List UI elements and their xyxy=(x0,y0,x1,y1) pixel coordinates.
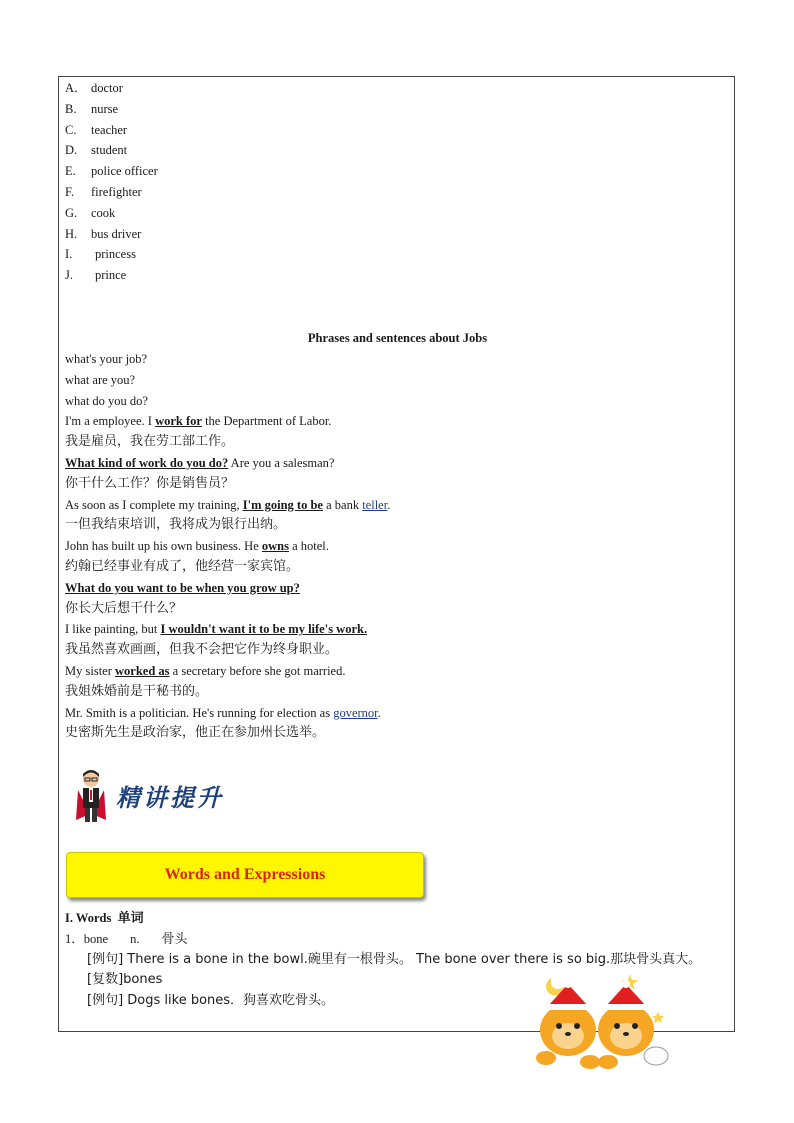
example-line: [例句] There is a bone in the bowl.碗里有一根骨头。 The bone over there is so big.那块骨头真大。 xyxy=(87,951,702,967)
section-heading: Phrases and sentences about Jobs xyxy=(307,330,488,345)
option-item: D. student xyxy=(65,143,128,158)
phrase-line: Mr. Smith is a politician. He's running for election as governor. xyxy=(65,705,381,720)
key-phrase: I'm going to be xyxy=(242,497,323,512)
key-phrase: worked as xyxy=(115,663,170,678)
word-entry: 1．bone n. 骨头 xyxy=(65,931,188,947)
translation-line: 你长大后想干什么？ xyxy=(65,600,183,616)
plural-line: [复数]bones xyxy=(87,972,163,988)
option-item: C. teacher xyxy=(65,122,128,137)
option-list xyxy=(65,78,730,286)
option-item: I. princess xyxy=(65,247,136,262)
phrase-line: My sister worked as a secretary before she got married. xyxy=(65,663,346,678)
phrase-line xyxy=(65,578,730,599)
key-phrase: owns xyxy=(261,539,289,554)
example-line: [例句] Dogs like bones．狗喜欢吃骨头。 xyxy=(87,993,335,1009)
promo-header xyxy=(74,768,244,826)
phrase-line: I like painting, but I wouldn't want it to be my life's work. xyxy=(65,622,368,637)
translation-line: 一但我结束培训，我将成为银行出纳。 xyxy=(65,517,287,533)
translation-line: 约翰已经事业有成了，他经营一家宾馆。 xyxy=(65,558,300,574)
main-content xyxy=(65,78,730,744)
phrase-line: John has built up his own business. He owns a hotel. xyxy=(65,539,329,554)
phrase-list xyxy=(65,349,730,744)
translation-line: 我姐姝婚前是干秘书的。 xyxy=(65,683,209,699)
vocab-link-governor[interactable]: governor xyxy=(333,705,378,720)
key-phrase: What do you want to be when you grow up? xyxy=(65,580,300,595)
banner-title: Words and Expressions xyxy=(164,866,326,883)
option-item: A． doctor xyxy=(65,81,123,95)
option-item: E. police officer xyxy=(65,164,158,179)
option-item: H. bus driver xyxy=(65,226,142,241)
bear-mascot-icon xyxy=(534,966,674,1072)
translation-line: 我是雇员，我在劳工部工作。 xyxy=(65,434,235,450)
option-item: J. prince xyxy=(65,268,127,283)
words-heading: I. Words 单词 xyxy=(65,911,144,926)
phrase-line: what's your job? xyxy=(65,351,148,366)
teacher-figure-icon xyxy=(74,768,108,824)
key-phrase: work for xyxy=(155,414,202,429)
vocab-link-teller[interactable]: teller xyxy=(362,497,388,512)
phrase-line: what do you do? xyxy=(65,393,148,408)
key-phrase: I wouldn't want it to be my life's work. xyxy=(160,622,368,637)
key-phrase: What kind of work do you do? xyxy=(65,455,229,470)
option-item: F. firefighter xyxy=(65,184,142,199)
option-item: G. cook xyxy=(65,205,116,220)
phrase-line: what are you? xyxy=(65,372,136,387)
translation-line: 你干什么工作？你是销售员？ xyxy=(65,475,235,491)
translation-line: 史密斯先生是政治家，他正在参加州长选举。 xyxy=(65,725,326,741)
phrase-line: What kind of work do you do? Are you a salesman? xyxy=(65,455,335,470)
promo-title: 精讲提升 xyxy=(116,784,224,812)
phrase-line: I'm a employee. I work for the Department of Labor. xyxy=(65,414,332,429)
option-item: B. nurse xyxy=(65,101,119,116)
section-banner xyxy=(66,852,424,898)
phrase-line: As soon as I complete my training, I'm going to be a bank teller. xyxy=(65,497,391,512)
translation-line: 我虽然喜欢画画，但我不会把它作为终身职业。 xyxy=(65,642,339,658)
